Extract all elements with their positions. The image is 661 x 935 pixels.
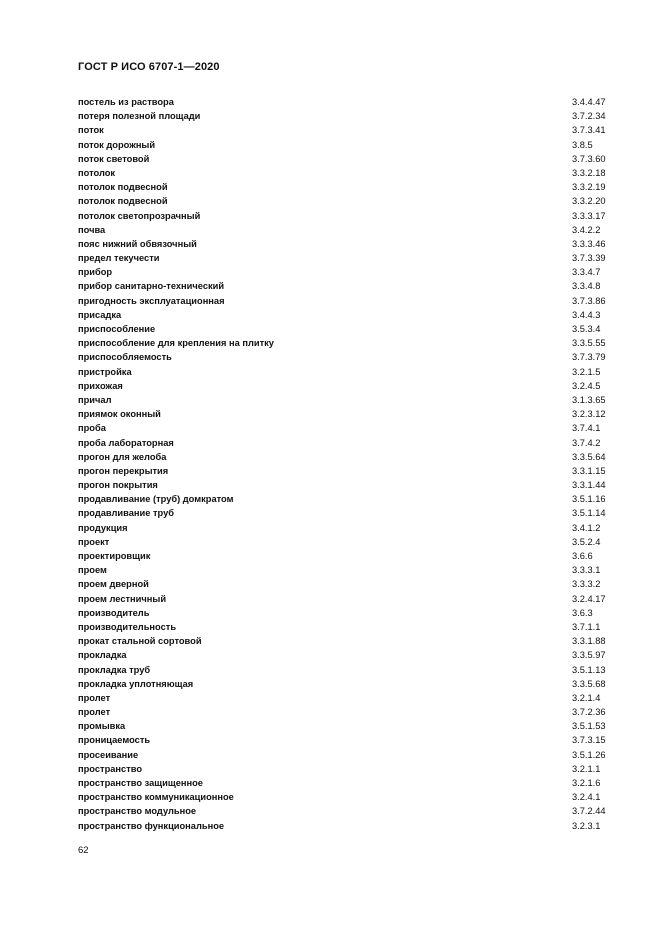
index-entry	[78, 535, 614, 549]
index-term: присадка	[78, 309, 122, 320]
index-entry	[78, 563, 614, 577]
index-code: 3.7.3.79	[572, 352, 606, 363]
index-entry	[78, 634, 614, 648]
index-term: причал	[78, 394, 112, 405]
index-code: 3.5.3.4	[572, 324, 601, 334]
index-code: 3.3.2.18	[572, 167, 606, 178]
index-entry	[78, 209, 614, 223]
index-entry	[78, 379, 614, 393]
index-entry	[78, 478, 614, 492]
index-term: продавливание труб	[78, 508, 175, 519]
index-code: 3.3.5.68	[572, 678, 606, 689]
index-term: потолок подвесной	[78, 182, 168, 193]
index-term: просеивание	[78, 749, 139, 760]
index-term: прокладка труб	[78, 664, 151, 675]
index-entry	[78, 421, 614, 435]
index-entry	[78, 663, 614, 677]
index-code: 3.4.1.2	[572, 522, 601, 533]
index-entry	[78, 365, 614, 379]
index-code: 3.6.3	[572, 607, 593, 618]
index-code: 3.7.2.36	[572, 707, 606, 718]
index-term: проем	[78, 565, 107, 576]
index-code: 3.5.1.16	[572, 494, 606, 505]
index-entry	[78, 436, 614, 450]
index-code: 3.3.3.2	[572, 579, 601, 590]
index-term: пространство модульное	[78, 806, 197, 817]
index-term: постель из раствора	[78, 97, 174, 107]
index-code: 3.3.5.64	[572, 451, 606, 462]
index-entry	[78, 152, 614, 166]
index-code: 3.6.6	[572, 551, 593, 561]
index-code: 3.2.1.4	[572, 692, 601, 703]
index-term: потеря полезной площади	[78, 111, 201, 122]
index-term: пространство	[78, 763, 143, 774]
index-code: 3.7.2.44	[572, 806, 606, 817]
index-term: пространство защищенное	[78, 778, 203, 788]
index-term: прогон для желоба	[78, 451, 167, 462]
index-code: 3.2.3.1	[572, 820, 601, 831]
index-entry	[78, 138, 614, 152]
index-code: 3.7.3.41	[572, 125, 606, 136]
index-entry	[78, 691, 614, 705]
index-code: 3.7.3.15	[572, 735, 606, 746]
index-term: предел текучести	[78, 253, 160, 264]
index-term: пространство функциональное	[78, 820, 225, 831]
index-code: 3.4.4.47	[572, 97, 606, 107]
index-entry	[78, 606, 614, 620]
index-entry	[78, 776, 614, 790]
index-entry	[78, 748, 614, 762]
index-entry	[78, 109, 614, 123]
index-entry	[78, 251, 614, 265]
index-code: 3.2.1.5	[572, 366, 601, 377]
index-term: прокат стальной сортовой	[78, 636, 202, 647]
index-code: 3.7.3.39	[572, 253, 606, 264]
index-entry	[78, 549, 614, 563]
index-term: производительность	[78, 621, 177, 632]
index-code: 3.2.1.6	[572, 778, 601, 788]
index-term: приямок оконный	[78, 409, 161, 420]
index-term: пояс нижний обвязочный	[78, 238, 197, 249]
index-code: 3.2.4.1	[572, 792, 601, 803]
index-entry	[78, 450, 614, 464]
index-code: 3.2.4.5	[572, 380, 601, 391]
index-term: пространство коммуникационное	[78, 792, 234, 803]
index-term: проект	[78, 536, 110, 547]
term-index-list	[78, 95, 614, 833]
index-code: 3.7.1.1	[572, 621, 601, 632]
index-code: 3.8.5	[572, 139, 593, 150]
index-entry	[78, 719, 614, 733]
index-term: потолок	[78, 167, 116, 178]
index-code: 3.3.1.44	[572, 480, 606, 491]
index-code: 3.7.4.2	[572, 437, 601, 448]
index-code: 3.5.1.26	[572, 749, 606, 760]
index-term: пролет	[78, 692, 111, 703]
index-entry	[78, 762, 614, 776]
index-term: продукция	[78, 522, 128, 533]
index-term: поток дорожный	[78, 139, 156, 150]
index-term: приспособление	[78, 324, 156, 334]
index-code: 3.3.2.20	[572, 196, 606, 207]
index-code: 3.3.4.7	[572, 267, 601, 278]
index-entry	[78, 506, 614, 520]
index-code: 3.3.1.15	[572, 465, 606, 476]
index-term: потолок подвесной	[78, 196, 168, 207]
index-entry	[78, 804, 614, 818]
index-code: 3.7.3.86	[572, 295, 606, 306]
index-term: почва	[78, 224, 106, 235]
index-entry	[78, 180, 614, 194]
index-entry	[78, 223, 614, 237]
index-code: 3.2.4.17	[572, 593, 606, 604]
page-number: 62	[78, 845, 89, 856]
index-entry	[78, 407, 614, 421]
index-code: 3.3.1.88	[572, 636, 606, 647]
index-entry	[78, 237, 614, 251]
index-code: 3.3.5.55	[572, 338, 606, 349]
index-term: пролет	[78, 707, 111, 718]
index-term: прогон перекрытия	[78, 465, 169, 476]
index-entry	[78, 464, 614, 478]
index-entry	[78, 648, 614, 662]
index-entry	[78, 336, 614, 350]
index-code: 3.4.4.3	[572, 309, 601, 320]
index-entry	[78, 705, 614, 719]
index-entry	[78, 166, 614, 180]
index-term: пригодность эксплуатационная	[78, 295, 225, 306]
index-code: 3.5.1.53	[572, 721, 606, 732]
index-entry	[78, 308, 614, 322]
index-term: поток	[78, 125, 104, 136]
index-entry	[78, 733, 614, 747]
index-code: 3.7.3.60	[572, 153, 606, 164]
index-term: поток световой	[78, 153, 150, 164]
index-term: проба лабораторная	[78, 437, 174, 448]
index-entry	[78, 577, 614, 591]
index-term: прокладка	[78, 650, 127, 661]
index-term: промывка	[78, 721, 126, 732]
index-term: приспособление для крепления на плитку	[78, 338, 274, 349]
index-code: 3.1.3.65	[572, 394, 606, 405]
index-entry	[78, 194, 614, 208]
index-code: 3.3.3.17	[572, 210, 606, 221]
index-entry	[78, 265, 614, 279]
index-entry	[78, 819, 614, 833]
index-term: прогон покрытия	[78, 480, 158, 491]
index-code: 3.2.1.1	[572, 763, 601, 774]
index-term: пристройка	[78, 366, 132, 377]
index-code: 3.3.4.8	[572, 281, 601, 292]
index-term: продавливание (труб) домкратом	[78, 494, 234, 505]
index-entry	[78, 677, 614, 691]
index-term: прихожая	[78, 380, 123, 391]
index-entry	[78, 592, 614, 606]
index-term: проницаемость	[78, 735, 151, 746]
index-term: проем лестничный	[78, 593, 167, 604]
index-entry	[78, 393, 614, 407]
index-entry	[78, 322, 614, 336]
index-entry	[78, 620, 614, 634]
index-code: 3.5.2.4	[572, 536, 601, 547]
index-entry	[78, 790, 614, 804]
index-entry	[78, 279, 614, 293]
index-entry	[78, 350, 614, 364]
index-code: 3.2.3.12	[572, 409, 606, 420]
index-entry	[78, 294, 614, 308]
index-entry	[78, 123, 614, 137]
index-code: 3.3.3.46	[572, 238, 606, 249]
index-entry	[78, 95, 614, 109]
index-term: проем дверной	[78, 579, 149, 590]
index-code: 3.5.1.13	[572, 664, 606, 675]
index-term: проба	[78, 423, 106, 434]
index-code: 3.3.5.97	[572, 650, 606, 661]
index-code: 3.4.2.2	[572, 224, 601, 235]
index-code: 3.7.2.34	[572, 111, 606, 122]
index-term: производитель	[78, 607, 150, 618]
index-term: потолок светопрозрачный	[78, 210, 201, 221]
index-term: прибор санитарно-технический	[78, 281, 225, 292]
index-term: прокладка уплотняющая	[78, 678, 194, 689]
index-code: 3.3.2.19	[572, 182, 606, 193]
document-header: ГОСТ Р ИСО 6707-1—2020	[78, 61, 220, 73]
index-term: проектировщик	[78, 551, 151, 561]
index-code: 3.5.1.14	[572, 508, 606, 519]
index-code: 3.3.3.1	[572, 565, 601, 576]
index-term: прибор	[78, 267, 113, 278]
index-term: приспособляемость	[78, 352, 172, 363]
index-entry	[78, 492, 614, 506]
index-entry	[78, 521, 614, 535]
index-code: 3.7.4.1	[572, 423, 601, 434]
